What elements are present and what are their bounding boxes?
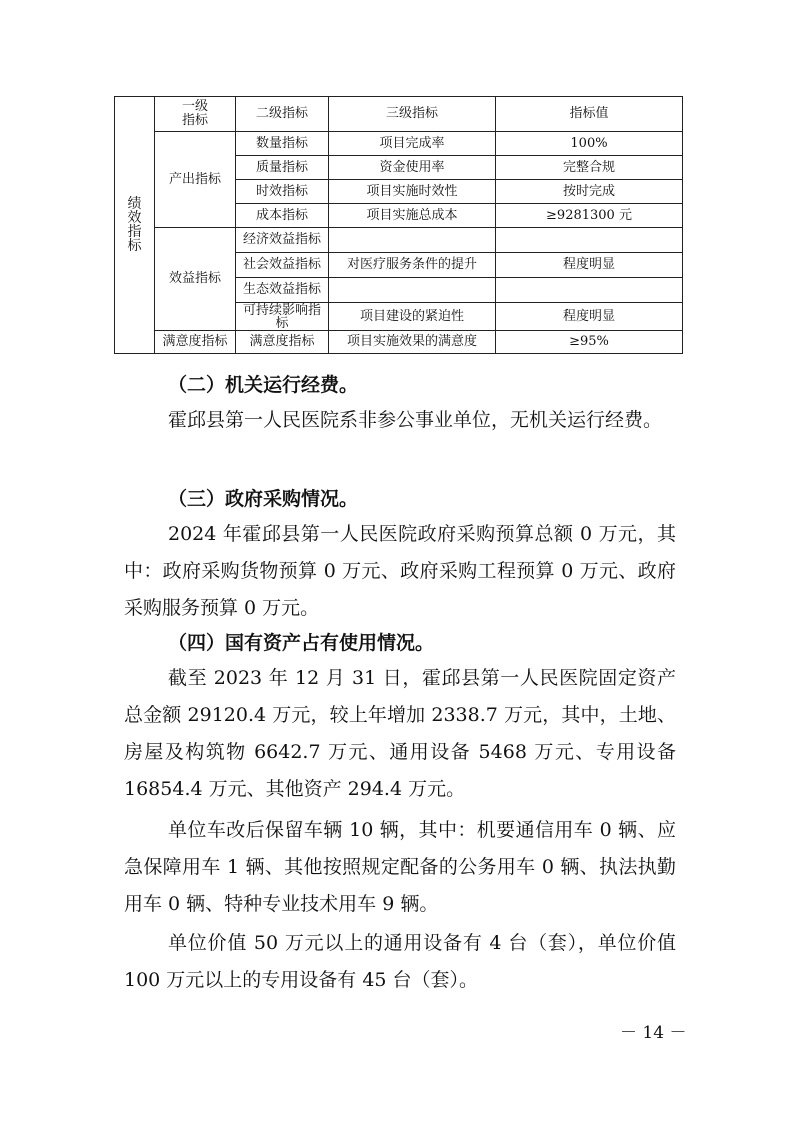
table-cell: 项目实施总成本 bbox=[329, 204, 496, 228]
table-cell bbox=[329, 228, 496, 253]
group-benefit: 效益指标 bbox=[155, 228, 236, 331]
table-cell: 质量指标 bbox=[236, 156, 329, 180]
section-3-paragraph: 2024 年霍邱县第一人民医院政府采购预算总额 0 万元，其中：政府采购货物预算 0 万元、政府采购工程预算 0 万元、政府采购服务预算 0 万元。 bbox=[124, 523, 676, 619]
table-cell: 生态效益指标 bbox=[236, 278, 329, 303]
table-cell: 100% bbox=[496, 132, 683, 156]
table-cell bbox=[496, 278, 683, 303]
section-2-title: （二）机关运行经费。 bbox=[168, 374, 359, 396]
table-row bbox=[115, 331, 683, 354]
section-4-title: （四）国有资产占有使用情况。 bbox=[168, 632, 435, 654]
section-3-title: （三）政府采购情况。 bbox=[168, 488, 359, 510]
table-cell: 完整合规 bbox=[496, 156, 683, 180]
table-cell: 按时完成 bbox=[496, 180, 683, 204]
table-cell: 时效指标 bbox=[236, 180, 329, 204]
header-level1: 一级 指标 bbox=[155, 97, 236, 132]
table-cell: 经济效益指标 bbox=[236, 228, 329, 253]
table-header-row bbox=[115, 97, 683, 132]
table-cell: ≥9281300 元 bbox=[496, 204, 683, 228]
table-cell: 项目实施效果的满意度 bbox=[329, 331, 496, 354]
table-cell: 资金使用率 bbox=[329, 156, 496, 180]
section-2-paragraph: 霍邱县第一人民医院系非参公事业单位，无机关运行经费。 bbox=[168, 409, 663, 431]
table-cell: 程度明显 bbox=[496, 253, 683, 278]
group-satisfaction: 满意度指标 bbox=[155, 331, 236, 354]
table-cell bbox=[329, 278, 496, 303]
category-cell bbox=[115, 97, 155, 354]
group-output: 产出指标 bbox=[155, 132, 236, 228]
header-level2: 二级指标 bbox=[236, 97, 329, 132]
category-label: 绩 效 指 标 bbox=[127, 196, 142, 254]
performance-indicator-table bbox=[114, 96, 683, 354]
table-cell: 项目建设的紧迫性 bbox=[329, 303, 496, 331]
table-cell: 项目实施时效性 bbox=[329, 180, 496, 204]
table-cell: 社会效益指标 bbox=[236, 253, 329, 278]
page-number: － 14 － bbox=[620, 1023, 687, 1043]
section-4-paragraph-assets: 截至 2023 年 12 月 31 日，霍邱县第一人民医院固定资产总金额 29120.4 万元，较上年增加 2338.7 万元，其中，土地、房屋及构筑物 6642.7 万元、通用设备 5468 万元、专用设备 16854.4 万元、其他资产 294.4 万元。 bbox=[124, 667, 676, 800]
header-level3: 三级指标 bbox=[329, 97, 496, 132]
table-cell: 满意度指标 bbox=[236, 331, 329, 354]
table-cell: 成本指标 bbox=[236, 204, 329, 228]
header-value: 指标值 bbox=[496, 97, 683, 132]
table-cell: 数量指标 bbox=[236, 132, 329, 156]
table-cell: 项目完成率 bbox=[329, 132, 496, 156]
table-cell: 程度明显 bbox=[496, 303, 683, 331]
section-4-paragraph-vehicles: 单位车改后保留车辆 10 辆，其中：机要通信用车 0 辆、应急保障用车 1 辆、其他按照规定配备的公务用车 0 辆、执法执勤用车 0 辆、特种专业技术用车 9 辆。 bbox=[124, 819, 676, 915]
table-cell: ≥95% bbox=[496, 331, 683, 354]
table-row bbox=[115, 132, 683, 156]
section-4-paragraph-equipment: 单位价值 50 万元以上的通用设备有 4 台（套），单位价值 100 万元以上的专用设备有 45 台（套）。 bbox=[124, 932, 676, 991]
table-cell: 可持续影响指 标 bbox=[236, 303, 329, 331]
table-row bbox=[115, 228, 683, 253]
table-cell bbox=[496, 228, 683, 253]
table-cell: 对医疗服务条件的提升 bbox=[329, 253, 496, 278]
